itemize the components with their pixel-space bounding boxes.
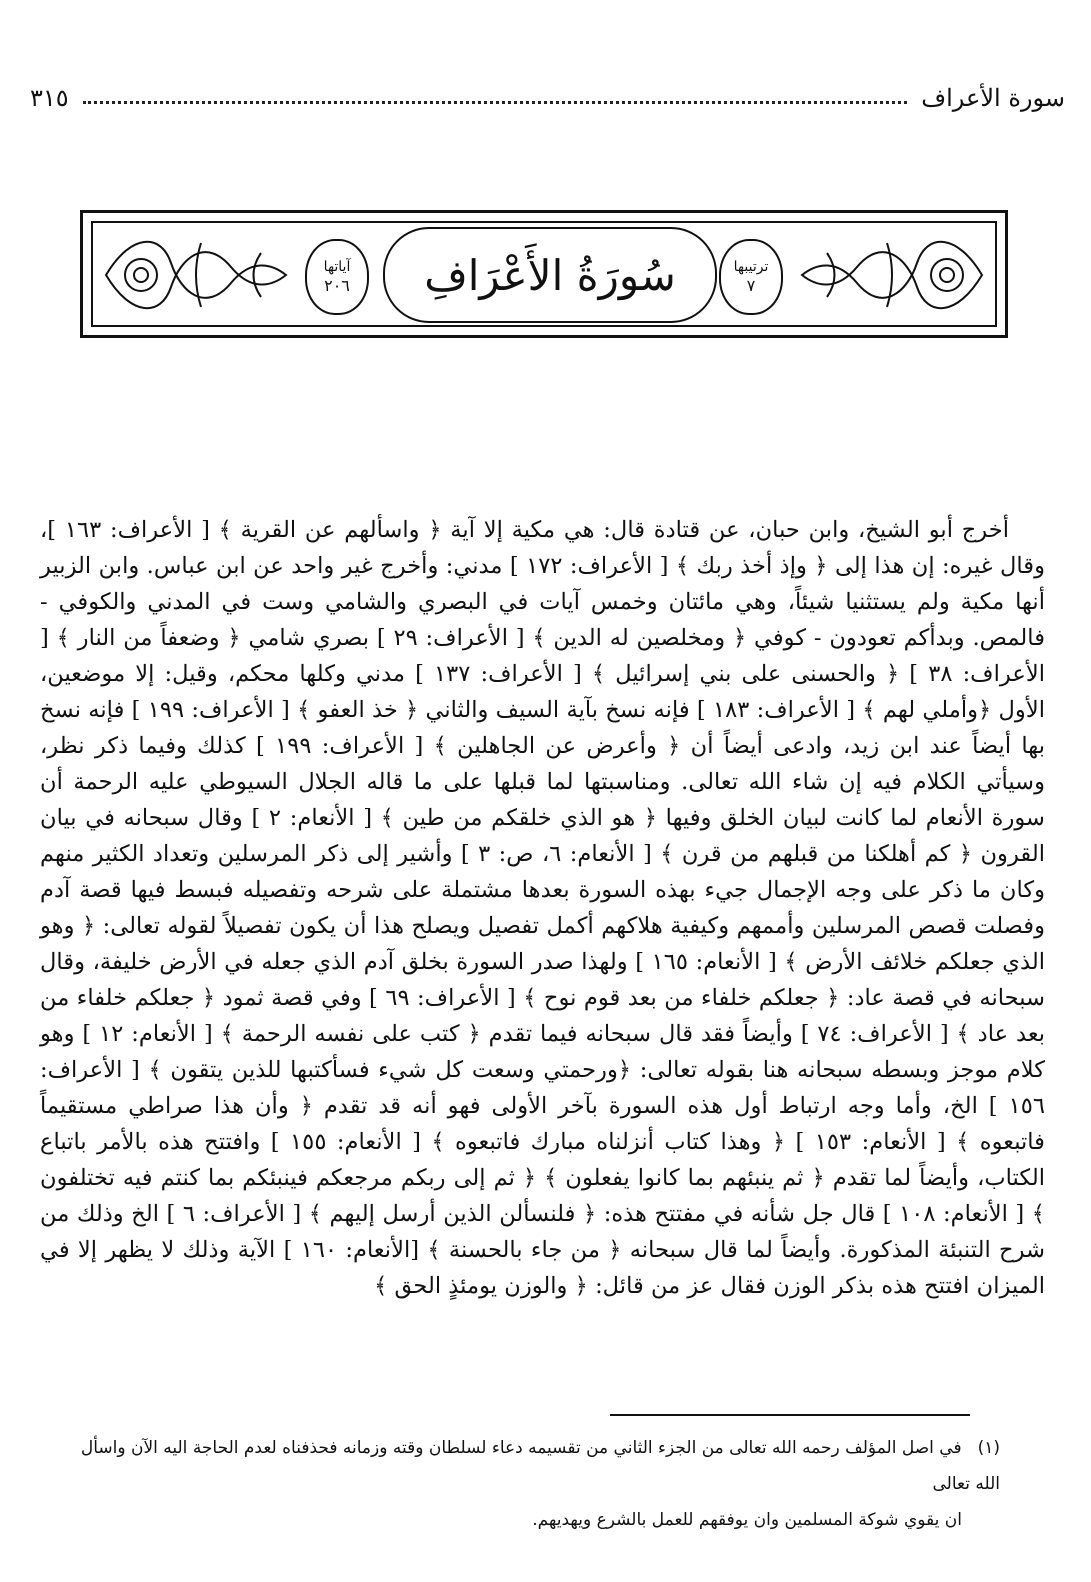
surah-order-medallion	[719, 239, 783, 315]
footnote-text-2: ان يقوي شوكة المسلمين وان يوفقهم للعمل بالشرع ويهديهم.	[532, 1510, 962, 1530]
page-number: ٣١٥	[30, 84, 69, 112]
order-value: ٧	[746, 275, 756, 295]
footnote-line-2	[70, 1502, 1000, 1538]
verses-value: ٢٠٦	[324, 275, 350, 295]
surah-name-header: سورة الأعراف	[921, 84, 1065, 112]
running-head	[30, 78, 1065, 118]
footnote-text-1: في اصل المؤلف رحمه الله تعالى من الجزء الثاني من تقسيمه دعاء لسلطان وقته وزمانه فحذفناه لعدم الحاجة اليه الآن واسأل الله تعالى	[80, 1438, 1000, 1494]
verses-label: آياتها	[323, 259, 351, 275]
leader-dots	[83, 93, 908, 104]
verse-count-medallion	[305, 239, 369, 315]
right-arabesque-ornament	[787, 223, 987, 327]
order-label: ترتيبها	[733, 259, 769, 275]
surah-title-banner	[80, 210, 1008, 338]
main-text-block	[40, 512, 1045, 1304]
footnote-separator	[610, 1414, 970, 1416]
footnote-marker: (١)	[977, 1438, 1000, 1458]
left-arabesque-ornament	[101, 223, 301, 327]
surah-title-frame	[383, 227, 717, 323]
footnote	[70, 1430, 1000, 1538]
surah-title: سُورَةُ الأَعْرَافِ	[424, 250, 676, 300]
body-paragraph: أخرج أبو الشيخ، وابن حبان، عن قتادة قال: هي مكية إلا آية ﴿ واسألهم عن القرية ﴾ [ الأعراف: ١٦٣ ]، وقال غيره: إن هذا إلى ﴿ وإذ أخذ ربك ﴾ [ الأعراف: ١٧٢ ] مدني: وأخرج غير واحد عن ابن عباس. وابن الزبير أنها مكية ولم يستثنيا شيئاً، وهي مائتان وخمس آيات في البصري والشامي وست في المدني والكوفي - فالمص. وبدأكم تعودون - كوفي ﴿ ومخلصين له الدين ﴾ [ الأعراف: ٢٩ ] بصري شامي ﴿ وضعفاً من النار ﴾ [ الأعراف: ٣٨ ] ﴿ والحسنى على بني إسرائيل ﴾ [ الأعراف: ١٣٧ ] مدني وكلها محكم، وقيل: إلا موضعين، الأول ﴿وأملي لهم ﴾ [ الأعراف: ١٨٣ ] فإنه نسخ بآية السيف والثاني ﴿ خذ العفو ﴾ [ الأعراف: ١٩٩ ] فإنه نسخ بها أيضاً عند ابن زيد، وادعى أيضاً أن ﴿ وأعرض عن الجاهلين ﴾ [ الأعراف: ١٩٩ ] كذلك وفيما ذكر نظر، وسيأتي الكلام فيه إن شاء الله تعالى. ومناسبتها لما قبلها على ما قاله الجلال السيوطي عليه الرحمة أن سورة الأنعام لما كانت لبيان الخلق وفيها ﴿ هو الذي خلقكم من طين ﴾ [ الأنعام: ٢ ] وقال سبحانه في بيان القرون ﴿ كم أهلكنا من قبلهم من قرن ﴾ [ الأنعام: ٦، ص: ٣ ] وأشير إلى ذكر المرسلين وتعداد الكثير منهم وكان ما ذكر على وجه الإجمال جيء بهذه السورة بعدها مشتملة على شرحه وتفصيله فبسط فيها قصة آدم وفصلت قصص المرسلين وأممهم وكيفية هلاكهم أكمل تفصيل ويصلح هذا أن يكون تفصيلاً لقوله تعالى: ﴿ وهو الذي جعلكم خلائف الأرض ﴾ [ الأنعام: ١٦٥ ] ولهذا صدر السورة بخلق آدم الذي جعله في الأرض خليفة، وقال سبحانه في قصة عاد: ﴿ جعلكم خلفاء من بعد قوم نوح ﴾ [ الأعراف: ٦٩ ] وفي قصة ثمود ﴿ جعلكم خلفاء من بعد عاد ﴾ [ الأعراف: ٧٤ ] وأيضاً فقد قال سبحانه فيما تقدم ﴿ كتب على نفسه الرحمة ﴾ [ الأنعام: ١٢ ] وهو كلام موجز وبسطه سبحانه هنا بقوله تعالى: ﴿ورحمتي وسعت كل شيء فسأكتبها للذين يتقون ﴾ [ الأعراف: ١٥٦ ] الخ، وأما وجه ارتباط أول هذه السورة بآخر الأولى فهو أنه قد تقدم ﴿ وأن هذا صراطي مستقيماً فاتبعوه ﴾ [ الأنعام: ١٥٣ ] ﴿ وهذا كتاب أنزلناه مبارك فاتبعوه ﴾ [ الأنعام: ١٥٥ ] وافتتح هذه بالأمر باتباع الكتاب، وأيضاً لما تقدم ﴿ ثم ينبئهم بما كانوا يفعلون ﴾ ﴿ ثم إلى ربكم مرجعكم فينبئكم بما كنتم فيه تختلفون ﴾ [ الأنعام: ١٠٨ ] قال جل شأنه في مفتتح هذه: ﴿ فلنسألن الذين أرسل إليهم ﴾ [ الأعراف: ٦ ] الخ وذلك من شرح التنبئة المذكورة. وأيضاً لما قال سبحانه ﴿ من جاء بالحسنة ﴾ [الأنعام: ١٦٠ ] الآية وذلك لا يظهر إلا في الميزان افتتح هذه بذكر الوزن فقال عز من قائل: ﴿ والوزن يومئذٍ الحق ﴾	[40, 517, 1046, 1299]
footnote-line-1	[70, 1430, 1000, 1502]
